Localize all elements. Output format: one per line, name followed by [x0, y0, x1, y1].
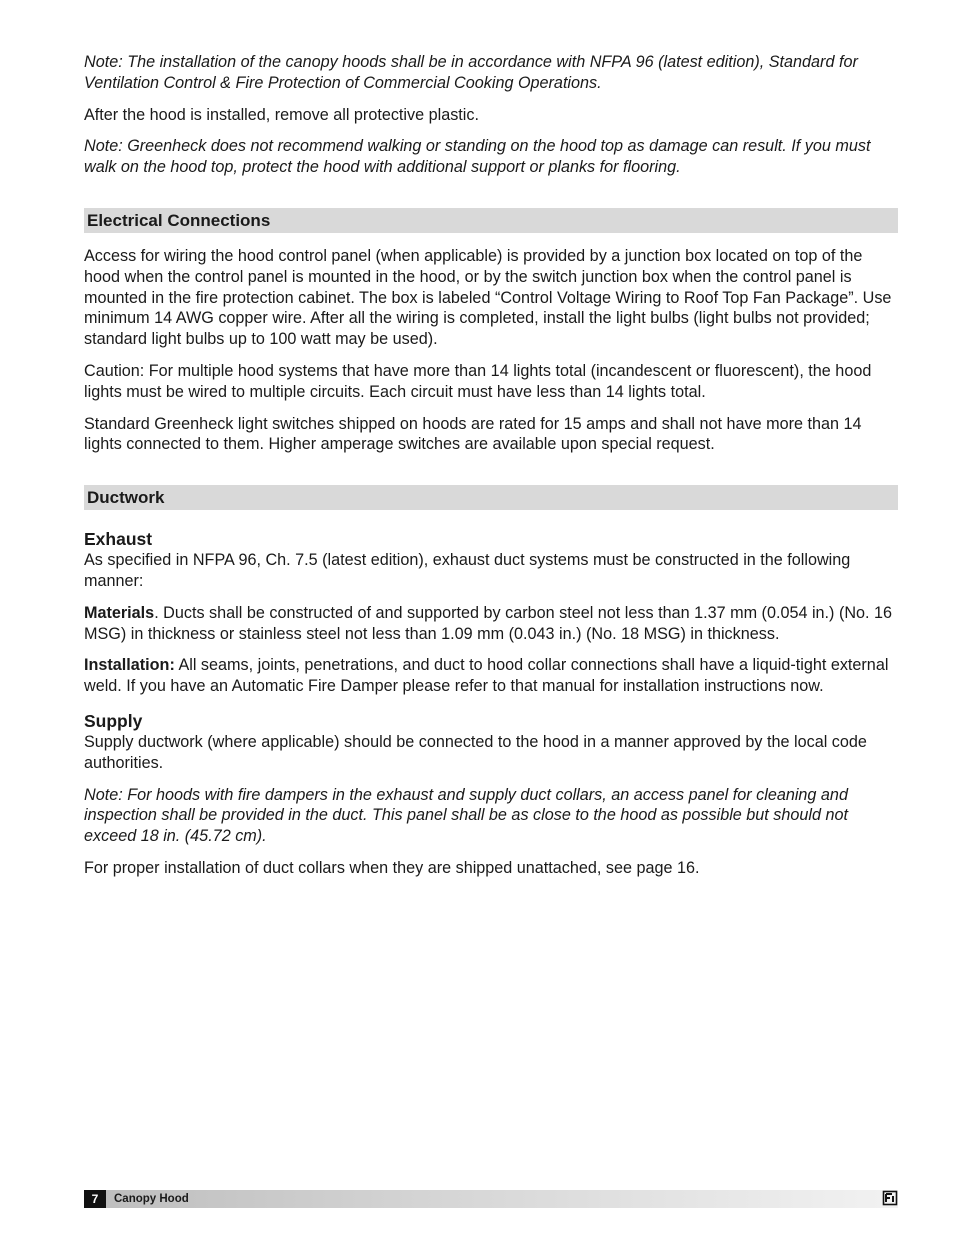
greenheck-logo-icon: [882, 1190, 898, 1206]
exhaust-intro-paragraph: As specified in NFPA 96, Ch. 7.5 (latest edition), exhaust duct systems must be constructed in the following manner:: [84, 551, 851, 590]
subheading-supply: Supply: [84, 710, 143, 731]
subheading-exhaust: Exhaust: [84, 529, 153, 550]
remove-plastic-paragraph: After the hood is installed, remove all protective plastic.: [84, 105, 479, 124]
electrical-wiring-paragraph: Access for wiring the hood control panel (when applicable) is provided by a junction box located on top of the hood when the control panel is mounted in the hood, or by the switch junction box when the control panel is mounted in the fire protection cabinet. The box is labeled “Control Voltage Wiring to Roof Top Fan Package”. Use minimum 14 AWG copper wire. After all the wiring is completed, install the light bulbs (light bulbs not provided; standard light bulbs up to 100 watt may be used).: [84, 246, 892, 349]
light-switch-paragraph: Standard Greenheck light switches shipped on hoods are rated for 15 amps and shall not have more than 14 lights connected to them. Higher amperage switches are available upon special request.: [84, 414, 862, 454]
section-heading-ductwork: Ductwork: [84, 485, 898, 510]
electrical-caution-paragraph: Caution: For multiple hood systems that have more than 14 lights total (incandescent or fluorescent), the hood lights must be wired to multiple circuits. Each circuit must have less than 14 lights total.: [84, 361, 872, 401]
materials-label: Materials: [84, 603, 155, 622]
materials-paragraph: [84, 603, 898, 645]
materials-text: . Ducts shall be constructed of and supported by carbon steel not less than 1.37 mm (0.054 in.) (No. 16 MSG) in thickness or stainless steel not less than 1.09 mm (0.043 in.) (No. 18 MSG) in thickness.: [84, 603, 893, 643]
section-heading-electrical: Electrical Connections: [84, 208, 898, 233]
footer-title: Canopy Hood: [114, 1193, 189, 1205]
document-body: [84, 52, 898, 879]
installation-paragraph: [84, 655, 898, 697]
installation-note: Note: The installation of the canopy hoods shall be in accordance with NFPA 96 (latest edition), Standard for Ventilation Control & Fire Protection of Commercial Cooking Operations.: [84, 53, 858, 92]
fire-damper-note: Note: For hoods with fire dampers in the exhaust and supply duct collars, an access panel for cleaning and inspection shall be provided in the duct. This panel shall be as close to the hood as possible but should not exceed 18 in. (45.72 cm).: [84, 785, 849, 846]
duct-collars-paragraph: For proper installation of duct collars when they are shipped unattached, see page 16.: [84, 858, 700, 877]
installation-text: All seams, joints, penetrations, and duct to hood collar connections shall have a liquid-tight external weld. If you have an Automatic Fire Damper please refer to that manual for installation instructions now.: [84, 656, 889, 696]
page-number: 7: [84, 1190, 106, 1208]
supply-paragraph: Supply ductwork (where applicable) should be connected to the hood in a manner approved by the local code authorities.: [84, 732, 867, 772]
hood-top-note: Note: Greenheck does not recommend walking or standing on the hood top as damage can result. If you must walk on the hood top, protect the hood with additional support or planks for flooring.: [84, 137, 871, 177]
page-footer: [84, 1190, 898, 1208]
installation-label: Installation:: [84, 656, 175, 675]
